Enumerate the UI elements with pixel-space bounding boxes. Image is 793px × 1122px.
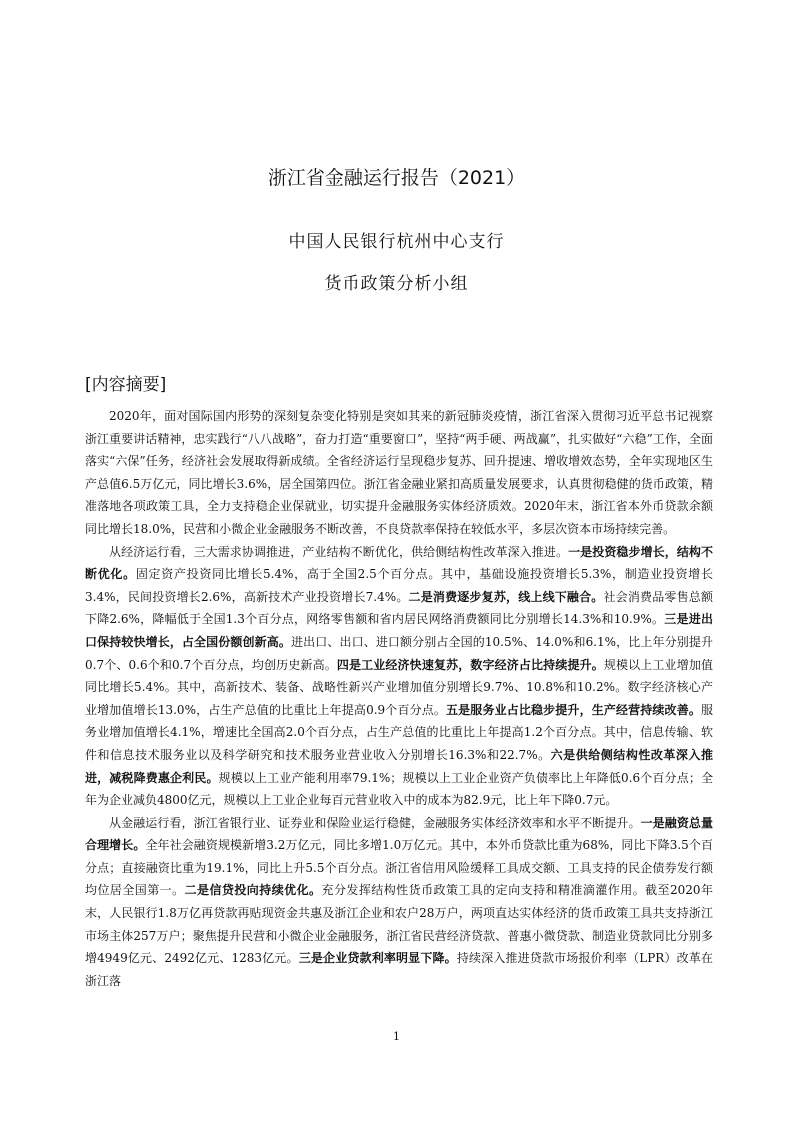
paragraph-text: 2020年，面对国际国内形势的深刻复杂变化特别是突如其来的新冠肺炎疫情，浙江省深入贯彻习近平总书记视察浙江重要讲话精神，忠实践行“八八战略”，奋力打造“重要窗口”，坚持“两手硬、两战赢”，扎实做好“六稳”工作，全面落实“六保”任务，经济社会发展取得新成绩。全省经济运行呈现稳步复苏、回升提速、增收增效态势，全年实现地区生产总值6.5万亿元，同比增长3.6%，居全国第四位。浙江省金融业紧扣高质量发展要求，认真贯彻稳健的货币政策，精准落地各项政策工具，全力支持稳企业保就业，切实提升金融服务实体经济质效。2020年末，浙江省本外币贷款余额同比增长18.0%，民营和小微企业金融服务不断改善，不良贷款率保持在较低水平，多层次资本市场持续完善。	[85, 409, 713, 536]
bold-highlight: 二是消费逐步复苏，线上线下融合。	[408, 589, 604, 604]
issuing-group: 货币政策分析小组	[324, 274, 469, 294]
paragraph-text: 进出口、出口、进口额分别占全国的10.5%、14.0%和6.1%，比上年分别提升0.7个、0.6个和0.7个百分点，均创历史新高。	[85, 634, 713, 672]
paragraph-text: 服务业增加值增长4.1%，增速比全国高2.0个百分点，占生产总值的比重比上年提高1.2个百分点。其中，信息传输、软件和信息技术服务业以及科学研究和技术服务业营业收入分别增长16.3%和22.7%。	[85, 702, 713, 762]
document-title: 浙江省金融运行报告（2021）	[267, 167, 526, 189]
bold-highlight: 一是投资稳步增长，结构不断优化。	[85, 544, 713, 582]
bold-highlight: 六是供给侧结构性改革深入推进，减税降费惠企利民。	[85, 747, 713, 785]
issuing-organization: 中国人民银行杭州中心支行	[288, 232, 505, 252]
bold-highlight: 一是融资总量合理增长。	[85, 815, 713, 853]
bold-highlight: 五是服务业占比稳步提升，生产经营持续改善。	[446, 702, 701, 717]
bold-highlight: 四是工业经济快速复苏，数字经济占比持续提升。	[336, 657, 604, 672]
section-heading: [内容摘要]	[85, 375, 167, 395]
body-paragraph	[85, 405, 713, 541]
paragraph-text: 从经济运行看，三大需求协调推进，产业结构不断优化，供给侧结构性改革深入推进。	[109, 544, 569, 559]
page-number: 1	[393, 1030, 400, 1043]
paragraph-text: 充分发挥结构性货币政策工具的定向支持和精准滴灌作用。截至2020年末，人民银行1.8万亿再贷款再贴现资金共惠及浙江企业和农户28万户，两项直达实体经济的货币政策工具共支持浙江市场主体257万户；聚焦提升民营和小微企业金融服务，浙江省民营经济贷款、普惠小微贷款、制造业贷款同比分别多增4949亿元、2492亿元、1283亿元。	[85, 883, 713, 966]
paragraph-text: 固定资产投资同比增长5.4%，高于全国2.5个百分点。其中，基础设施投资增长5.3%，制造业投资增长3.4%，民间投资增长2.6%，高新技术产业投资增长7.4%。	[85, 567, 713, 604]
paragraph-text: 从金融运行看，浙江省银行业、证券业和保险业运行稳健，金融服务实体经济效率和水平不断提升。	[109, 815, 641, 830]
body-text	[85, 405, 713, 992]
paragraph-text: 持续深入推进贷款市场报价利率（LPR）改革在浙江落	[85, 951, 713, 988]
bold-highlight: 三是进出口保持较快增长，占全国份额创新高。	[85, 612, 713, 649]
paragraph-text: 规模以上工业增加值同比增长5.4%。其中，高新技术、装备、战略性新兴产业增加值分别增长9.7%、10.8%和10.2%。数字经济核心产业增加值增长13.0%，占生产总值的比重比上年提高0.9个百分点。	[85, 657, 713, 717]
paragraph-text: 规模以上工业产能利用率79.1%；规模以上工业企业资产负债率比上年降低0.6个百分点；全年为企业减负4800亿元，规模以上工业企业每百元营业收入中的成本为82.9元，比上年下降0.7元。	[85, 770, 713, 808]
body-paragraph	[85, 541, 713, 812]
paragraph-text: 社会消费品零售总额下降2.6%，降幅低于全国1.3个百分点，网络零售额和省内居民网络消费额同比分别增长14.3%和10.9%。	[85, 589, 713, 627]
body-paragraph	[85, 812, 713, 993]
bold-highlight: 二是信贷投向持续优化。	[184, 883, 322, 898]
paragraph-text: 全年社会融资规模新增3.2万亿元，同比多增1.0万亿元。其中，本外币贷款比重为68%，同比下降3.5个百分点；直接融资比重为19.1%，同比上升5.5个百分点。浙江省信用风险缓释工具成交额、工具支持的民企债券发行额均位居全国第一。	[85, 838, 713, 898]
bold-highlight: 三是企业贷款利率明显下降。	[298, 951, 457, 966]
